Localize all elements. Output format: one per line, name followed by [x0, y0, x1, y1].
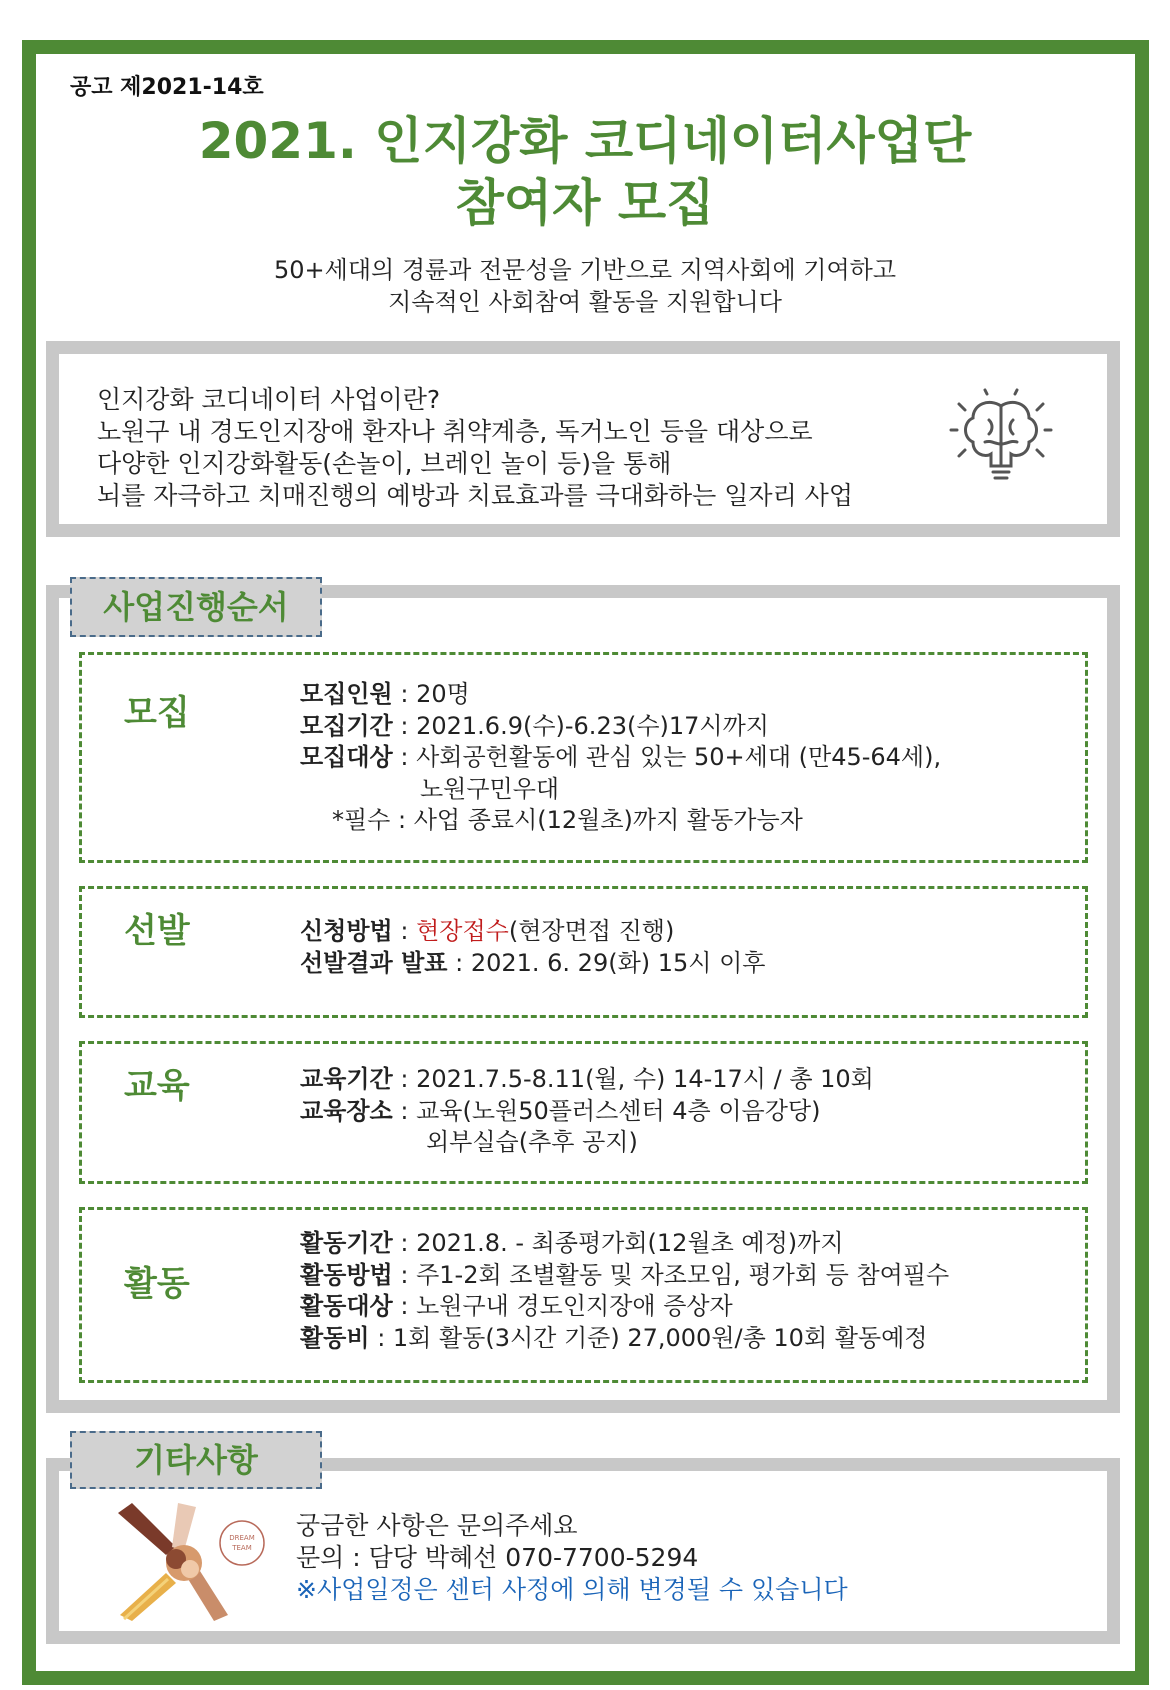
step-recruit [79, 652, 1088, 863]
intro-line-4: 뇌를 자극하고 치매진행의 예방과 치료효과를 극대화하는 일자리 사업 [97, 481, 853, 510]
recruit-required: *필수 : 사업 종료시(12월초)까지 활동가능자 [332, 806, 803, 834]
activity-target-label: 활동대상 [300, 1292, 393, 1320]
recruit-target-label: 모집대상 [300, 743, 393, 771]
activity-fee-label: 활동비 [300, 1323, 370, 1352]
recruit-count-label: 모집인원 [300, 680, 393, 708]
intro-line-2: 노원구 내 경도인지장애 환자나 취약계층, 독거노인 등을 대상으로 [97, 417, 813, 446]
activity-fee-value: : 1회 활동(3시간 기준) 27,000원/총 10회 활동예정 [369, 1323, 928, 1352]
step-activity-title: 활동 [124, 1264, 190, 1304]
etc-text [296, 1510, 848, 1606]
subtitle [0, 254, 1170, 318]
activity-method-value: : 주1-2회 조별활동 및 자조모임, 평가회 등 참여필수 [392, 1260, 950, 1289]
education-place-value: : 교육(노원50플러스센터 4층 이음강당) [392, 1096, 821, 1125]
intro-text [97, 384, 853, 512]
etc-contact: 문의 : 담당 박혜선 070-7700-5294 [296, 1543, 699, 1572]
step-education-body [300, 1064, 874, 1159]
activity-period-value: : 2021.8. - 최종평가회(12월초 예정)까지 [392, 1229, 844, 1257]
step-activity [79, 1207, 1088, 1383]
step-recruit-title: 모집 [124, 693, 190, 733]
selection-method-highlight: 현장접수 [416, 917, 509, 945]
svg-text:DREAM: DREAM [229, 1534, 255, 1542]
step-selection-title: 선발 [124, 911, 190, 951]
etc-tab-label: 기타사항 [70, 1431, 322, 1489]
svg-text:TEAM: TEAM [232, 1544, 252, 1552]
step-recruit-body [300, 679, 941, 837]
intro-box [46, 341, 1120, 537]
step-education [79, 1041, 1088, 1184]
selection-method-separator: : [392, 917, 417, 945]
subtitle-line-2: 지속적인 사회참여 활동을 지원합니다 [388, 288, 782, 316]
education-period-label: 교육기간 [300, 1065, 393, 1093]
title-line-1: 2021. 인지강화 코디네이터사업단 [198, 112, 972, 170]
recruit-target-value: : 사회공헌활동에 관심 있는 50+세대 (만45-64세), [392, 743, 942, 771]
selection-result-label: 선발결과 발표 [300, 948, 448, 977]
etc-schedule-note: ※사업일정은 센터 사정에 의해 변경될 수 있습니다 [296, 1575, 848, 1604]
education-place-value-2: 외부실습(추후 공지) [426, 1128, 638, 1156]
step-activity-body [300, 1228, 949, 1354]
subtitle-line-1: 50+세대의 경륜과 전문성을 기반으로 지역사회에 기여하고 [273, 256, 897, 284]
education-period-value: : 2021.7.5-8.11(월, 수) 14-17시 / 총 10회 [392, 1065, 874, 1093]
activity-method-label: 활동방법 [300, 1260, 393, 1289]
page-title [0, 110, 1170, 234]
selection-result-value: : 2021. 6. 29(화) 15시 이후 [447, 948, 766, 977]
selection-method-label: 신청방법 [300, 917, 393, 945]
process-tab-label: 사업진행순서 [70, 577, 322, 637]
brain-lightbulb-icon [945, 384, 1057, 496]
recruit-period-label: 모집기간 [300, 711, 393, 740]
recruit-period-value: : 2021.6.9(수)-6.23(수)17시까지 [392, 711, 769, 740]
etc-line-1: 궁금한 사항은 문의주세요 [296, 1511, 578, 1540]
step-education-title: 교육 [124, 1066, 190, 1106]
education-place-label: 교육장소 [300, 1096, 393, 1125]
step-selection [79, 886, 1088, 1018]
notice-number: 공고 제2021-14호 [70, 75, 264, 100]
selection-method-rest: (현장면접 진행) [508, 917, 675, 945]
activity-period-label: 활동기간 [300, 1229, 393, 1257]
recruit-count-value: : 20명 [392, 680, 470, 708]
recruit-target-value-2: 노원구민우대 [420, 774, 560, 803]
step-selection-body [300, 916, 765, 979]
intro-line-3: 다양한 인지강화활동(손놀이, 브레인 놀이 등)을 통해 [97, 449, 672, 478]
team-hands-icon [118, 1503, 268, 1621]
intro-line-1: 인지강화 코디네이터 사업이란? [97, 385, 441, 414]
activity-target-value: : 노원구내 경도인지장애 증상자 [392, 1292, 733, 1320]
title-line-2: 참여자 모집 [455, 174, 715, 232]
